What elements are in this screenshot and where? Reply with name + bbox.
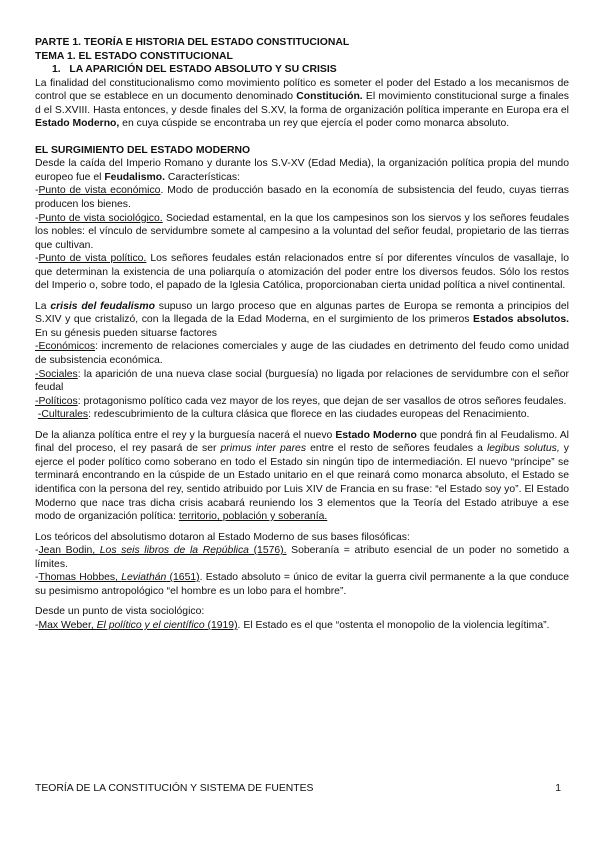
feudal-sociological-item [35,212,569,253]
crisis-economic-label: -Económicos [35,341,96,353]
page-footer [35,783,561,794]
alianza-bold-estado-moderno: Estado Moderno [335,429,417,441]
crisis-economic-item [35,340,569,367]
crisis-social-text: : la aparición de una nueva clase social (burguesía) no ligada por relaciones de servidumbre con el señor feudal [35,368,569,394]
intro-text-1: La finalidad del constitucionalismo como movimiento político es someter el poder del Estado a los mecanismos de control que se establece en un documento denominado [35,77,569,103]
bullet-dash: - [35,185,39,197]
alianza-underline-elements: territorio, población y soberanía. [178,511,328,523]
weber-item [35,619,569,633]
crisis-social-item [35,368,569,395]
page-number: 1 [555,783,561,794]
alianza-paragraph [35,429,569,524]
intro-text-3: en cuya cúspide se encontraba un rey que ejercía el poder como monarca absoluto. [119,118,510,130]
bullet-dash: - [35,212,39,224]
feudalismo-bold: Feudalismo. [104,171,165,183]
crisis-cultural-item [35,408,569,422]
crisis-cultural-label: -Culturales [37,409,89,421]
surgimiento-heading: EL SURGIMIENTO DEL ESTADO MODERNO [35,144,251,156]
bullet-dash: - [35,545,39,557]
feudal-political-item [35,252,569,293]
feudalismo-text-1: Desde la caída del Imperio Romano y durante los S.V-XV (Edad Media), la organización política propia del mundo europeo fue el [35,158,569,183]
hobbes-text: . Estado absoluto = único de evitar la guerra civil permanente a la que conduce su pesimismo antropológico “el hombre es un lobo para el hombre”. [35,572,569,597]
sociological-label: Punto de vista sociológico. [38,212,163,224]
alianza-text-3: entre el resto de señores feudales a [306,443,487,455]
alianza-italic-primus: primus inter pares [220,443,307,455]
alianza-text-2: que pondrá fin al Feudalismo. Al final del proceso, el rey pasará de ser [35,429,569,455]
bodin-name: Jean Bodin, [38,545,100,557]
feudalismo-text-2: Características: [164,171,241,183]
weber-book: El político y el científico [96,619,205,631]
bodin-citation [38,545,286,556]
section-title: LA APARICIÓN DEL ESTADO ABSOLUTO Y SU CRISIS [69,64,337,76]
feudal-economic-item [35,184,569,211]
intro-paragraph [35,77,569,131]
footer-title: TEORÍA DE LA CONSTITUCIÓN Y SISTEMA DE FUENTES [35,783,314,794]
hobbes-item [35,571,569,598]
alianza-italic-legibus: legibus solutus, [486,443,560,455]
section-heading [35,63,569,77]
feudalismo-paragraph [35,157,569,184]
economic-label: Punto de vista económico [38,185,161,197]
crisis-text-3: En su génesis pueden situarse factores [35,327,217,339]
part-heading: PARTE 1. TEORÍA E HISTORIA DEL ESTADO CONSTITUCIONAL [35,37,350,48]
sociological-text: Sociedad estamental, en la que los campesinos son los siervos y los señores feudales los nobles: el vínculo de servidumbre somete al campesino a la voluntad del señor feudal, propietario de las tierras que cultivan. [35,212,570,251]
economic-text: . Modo de producción basado en la economía de subsistencia del feudo, cuyas tierras producen los bienes. [35,185,569,211]
hobbes-citation [38,572,199,583]
crisis-political-label: -Políticos [35,395,78,407]
political-label: Punto de vista político. [38,253,147,265]
intro-bold-estado-moderno: Estado Moderno, [35,118,120,130]
crisis-political-item [35,395,569,409]
bodin-text: Soberanía = atributo esencial de un poder no sometido a límites. [35,545,569,570]
sociological-intro: Desde un punto de vista sociológico: [35,606,205,618]
crisis-text-1: La [35,300,51,312]
bodin-book: Los seis libros de la República [99,545,249,557]
political-text: Los señores feudales están relacionados entre sí por diferentes vínculos de vasallaje, lo que determinan la existencia de una poliarquía o atomización del poder entre los diversos feudos. Sólo los restos del Imperio o, sobre todo, el papado de la Iglesia Católica, proporcionaban cierta unidad política a nivel continental. [35,253,570,292]
bullet-dash: - [35,572,39,584]
crisis-bold-italic: crisis del feudalismo [50,300,155,312]
section-number: 1. [52,64,61,76]
alianza-text-4: y ejerce el poder político como soberano en todo el Estado sin ningún tipo de intermediación. El nuevo “príncipe” se terminará encontrando en la cúspide de un Estado unitario en el que reinará como monarca absoluto, el Estado se identifica con la persona del rey, sentido atribuido por Luis XIV de Francia en su frase: “el Estado soy yo”. El Estado Moderno que nace tras dicha crisis acabará reuniendo los 3 elementos que la Teoría del Estado atribuye a ese modo de organización política: [35,443,569,523]
crisis-social-label: -Sociales [35,368,78,380]
hobbes-year: (1651) [166,572,200,584]
weber-name: Max Weber, [38,619,97,631]
bullet-dash: - [35,619,39,631]
intro-text-2: El movimiento constitucional surge a finales d el S.XVIII. Hasta entonces, y desde finales del S.XV, la forma de organización política imperante en Europa era el [35,91,570,116]
hobbes-name: Thomas Hobbes, [38,572,122,584]
bodin-item [35,544,569,571]
crisis-political-text: : protagonismo político cada vez mayor de los reyes, que dejan de ser vasallos de otros señores feudales. [77,395,567,407]
weber-citation [38,620,237,631]
intro-bold-constitucion: Constitución. [296,91,363,103]
bodin-year: (1576). [248,545,287,557]
bullet-dash: - [35,253,39,265]
teoricos-intro: Los teóricos del absolutismo dotaron al Estado Moderno de sus bases filosóficas: [35,531,410,543]
crisis-bold-estados-absolutos: Estados absolutos. [473,314,569,326]
topic-heading: TEMA 1. EL ESTADO CONSTITUCIONAL [35,50,233,62]
crisis-text-2: supuso un largo proceso que en algunas partes de Europa se remonta a principios del S.XIV y que cristalizó, con la llegada de la Edad Moderna, en el surgimiento de los primeros [35,300,569,326]
crisis-economic-text: : incremento de relaciones comerciales y auge de las ciudades en detrimento del feudo como unidad de subsistencia económica. [35,341,569,367]
crisis-cultural-text: : redescubrimiento de la cultura clásica que florece en las ciudades europeas del Renacimiento. [88,409,530,421]
crisis-paragraph [35,300,569,341]
weber-year: (1919) [204,619,238,631]
weber-text: . El Estado es el que “ostenta el monopolio de la violencia legítima”. [237,619,550,631]
hobbes-book: Leviathán [121,572,167,584]
alianza-text-1: De la alianza política entre el rey y la burguesía nacerá el nuevo [35,429,336,441]
